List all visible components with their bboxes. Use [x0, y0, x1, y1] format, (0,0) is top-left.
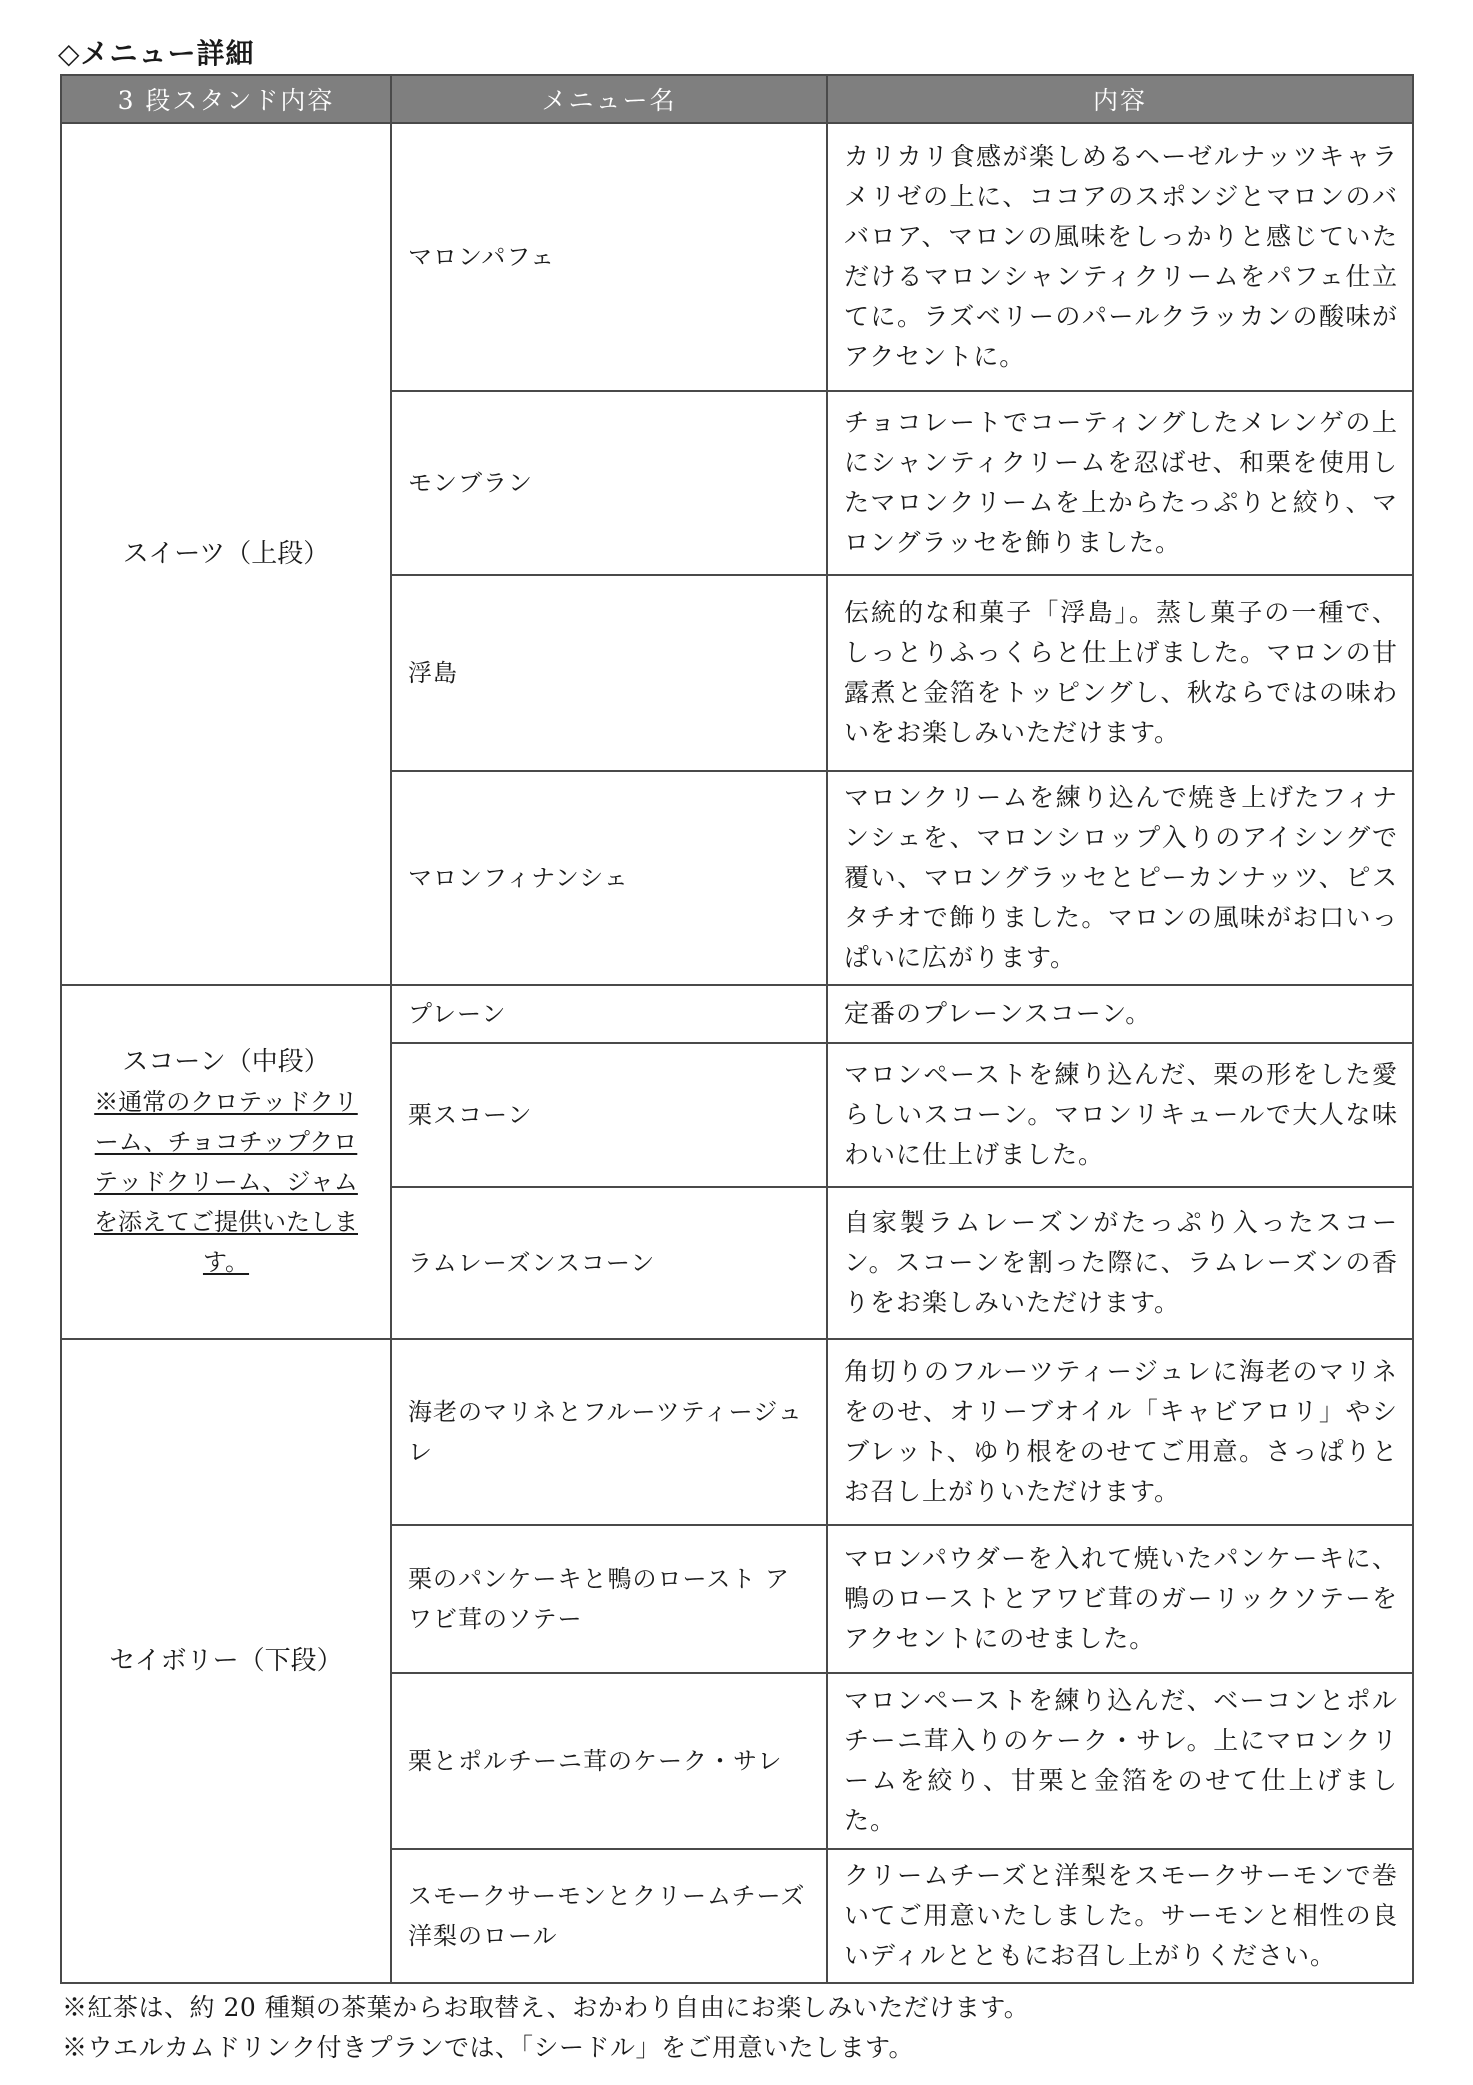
table-row	[61, 985, 1413, 1043]
footnote-welcome-drink: ※ウエルカムドリンク付きプランでは、「シードル」をご用意いたします。	[62, 2033, 915, 2062]
table-row	[61, 123, 1413, 391]
menu-description: チョコレートでコーティングしたメレンゲの上にシャンティクリームを忍ばせ、和栗を使用したマロンクリームを上からたっぷりと絞り、マロングラッセを飾りました。	[827, 391, 1413, 575]
header-content: 内容	[827, 75, 1413, 123]
table-row	[61, 1339, 1413, 1525]
menu-name: プレーン	[391, 985, 827, 1043]
category-sweets: スイーツ（上段）	[61, 123, 391, 985]
menu-description: マロンクリームを練り込んで焼き上げたフィナンシェを、マロンシロップ入りのアイシングで覆い、マロングラッセとピーカンナッツ、ピスタチオで飾りました。マロンの風味がお口いっぱいに広がります。	[827, 771, 1413, 985]
table-header-row	[61, 75, 1413, 123]
menu-description: マロンペーストを練り込んだ、栗の形をした愛らしいスコーン。マロンリキュールで大人な味わいに仕上げました。	[827, 1043, 1413, 1187]
menu-detail-table	[60, 74, 1414, 1984]
menu-name: 栗スコーン	[391, 1043, 827, 1187]
menu-name: 栗とポルチーニ茸のケーク・サレ	[391, 1673, 827, 1849]
category-scone-note: ※通常のクロテッドクリーム、チョコチップクロテッドクリーム、ジャムを添えてご提供いたします。	[94, 1088, 358, 1276]
menu-name: 浮島	[391, 575, 827, 771]
header-stand-content: 3 段スタンド内容	[61, 75, 391, 123]
menu-description: 角切りのフルーツティージュレに海老のマリネをのせ、オリーブオイル「キャビアロリ」やシブレット、ゆり根をのせてご用意。さっぱりとお召し上がりいただけます。	[827, 1339, 1413, 1525]
menu-description: クリームチーズと洋梨をスモークサーモンで巻いてご用意いたしました。サーモンと相性の良いディルとともにお召し上がりください。	[827, 1849, 1413, 1983]
menu-name: モンブラン	[391, 391, 827, 575]
page-title: ◇メニュー詳細	[58, 37, 255, 70]
menu-name: マロンパフェ	[391, 123, 827, 391]
menu-name: マロンフィナンシェ	[391, 771, 827, 985]
category-scone	[61, 985, 391, 1339]
header-menu-name: メニュー名	[391, 75, 827, 123]
menu-description: 定番のプレーンスコーン。	[827, 985, 1413, 1043]
menu-description: 自家製ラムレーズンがたっぷり入ったスコーン。スコーンを割った際に、ラムレーズンの香りをお楽しみいただけます。	[827, 1187, 1413, 1339]
menu-name: スモークサーモンとクリームチーズ洋梨のロール	[391, 1849, 827, 1983]
menu-description: カリカリ食感が楽しめるヘーゼルナッツキャラメリゼの上に、ココアのスポンジとマロンのババロア、マロンの風味をしっかりと感じていただけるマロンシャンティクリームをパフェ仕立てに。ラズベリーのパールクラッカンの酸味がアクセントに。	[827, 123, 1413, 391]
menu-description: マロンパウダーを入れて焼いたパンケーキに、鴨のローストとアワビ茸のガーリックソテーをアクセントにのせました。	[827, 1525, 1413, 1673]
menu-name: 栗のパンケーキと鴨のロースト アワビ茸のソテー	[391, 1525, 827, 1673]
menu-description: 伝統的な和菓子「浮島」。蒸し菓子の一種で、しっとりふっくらと仕上げました。マロンの甘露煮と金箔をトッピングし、秋ならではの味わいをお楽しみいただけます。	[827, 575, 1413, 771]
menu-name: ラムレーズンスコーン	[391, 1187, 827, 1339]
category-scone-label: スコーン（中段）	[122, 1047, 330, 1077]
footnote-tea: ※紅茶は、約 20 種類の茶葉からお取替え、おかわり自由にお楽しみいただけます。	[62, 1993, 1030, 2022]
menu-name: 海老のマリネとフルーツティージュレ	[391, 1339, 827, 1525]
category-savory: セイボリー（下段）	[61, 1339, 391, 1983]
menu-description: マロンペーストを練り込んだ、ベーコンとポルチーニ茸入りのケーク・サレ。上にマロンクリームを絞り、甘栗と金箔をのせて仕上げました。	[827, 1673, 1413, 1849]
